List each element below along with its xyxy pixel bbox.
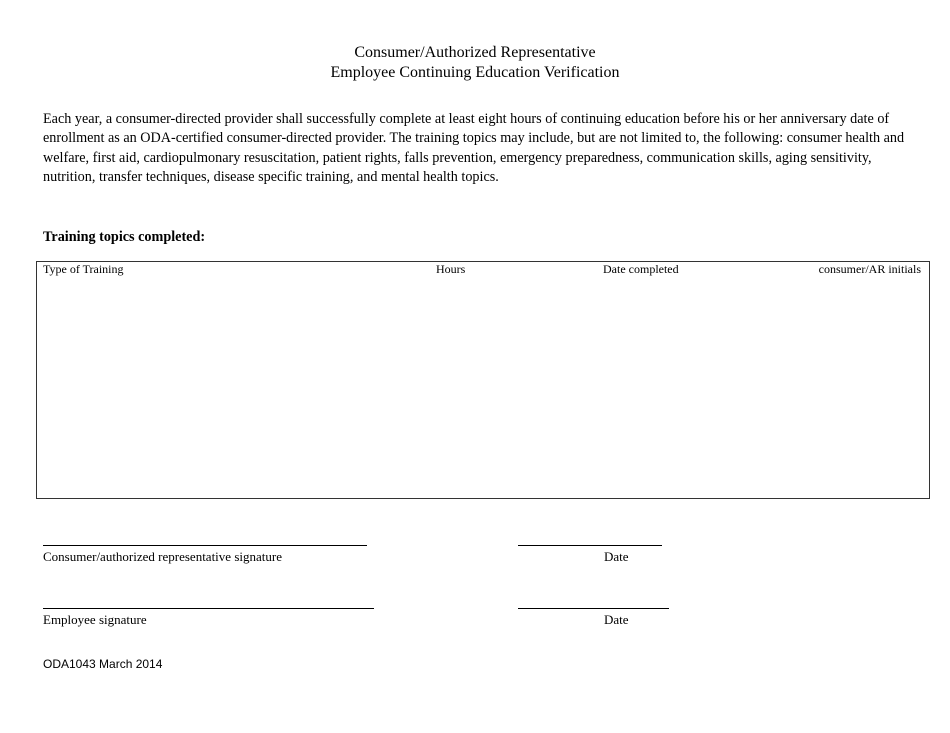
form-code: ODA1043 March 2014 — [43, 657, 163, 671]
consumer-signature-label: Consumer/authorized representative signature — [43, 549, 282, 564]
employee-date-line[interactable] — [518, 608, 669, 609]
form-title-line-2: Employee Continuing Education Verification — [330, 64, 620, 81]
consumer-date-line[interactable] — [518, 545, 662, 546]
column-header-initials: consumer/AR initials — [818, 262, 921, 276]
employee-signature-label: Employee signature — [43, 612, 147, 627]
consumer-date-label: Date — [604, 549, 629, 564]
column-header-hours: Hours — [436, 262, 466, 276]
employee-signature-line[interactable] — [43, 608, 374, 609]
form-title-line-1: Consumer/Authorized Representative — [354, 44, 596, 61]
intro-paragraph: Each year, a consumer-directed provider shall successfully complete at least eight hours of continuing education before his or her anniversary date of enrollment as an ODA-certified consumer-directed provider. The training topics may include, but are not limited to, the following: consumer health and welfare, first aid, cardiopulmonary resuscitation, patient rights, falls prevention, emergency preparedness, communication skills, aging sensitivity, nutrition, transfer techniques, disease specific training, and mental health topics. — [43, 111, 905, 185]
column-header-type-of-training: Type of Training — [43, 262, 124, 276]
training-topics-heading: Training topics completed: — [43, 229, 206, 245]
consumer-signature-line[interactable] — [43, 545, 367, 546]
employee-date-label: Date — [604, 612, 629, 627]
column-header-date-completed: Date completed — [603, 262, 679, 276]
training-table[interactable] — [36, 261, 930, 499]
